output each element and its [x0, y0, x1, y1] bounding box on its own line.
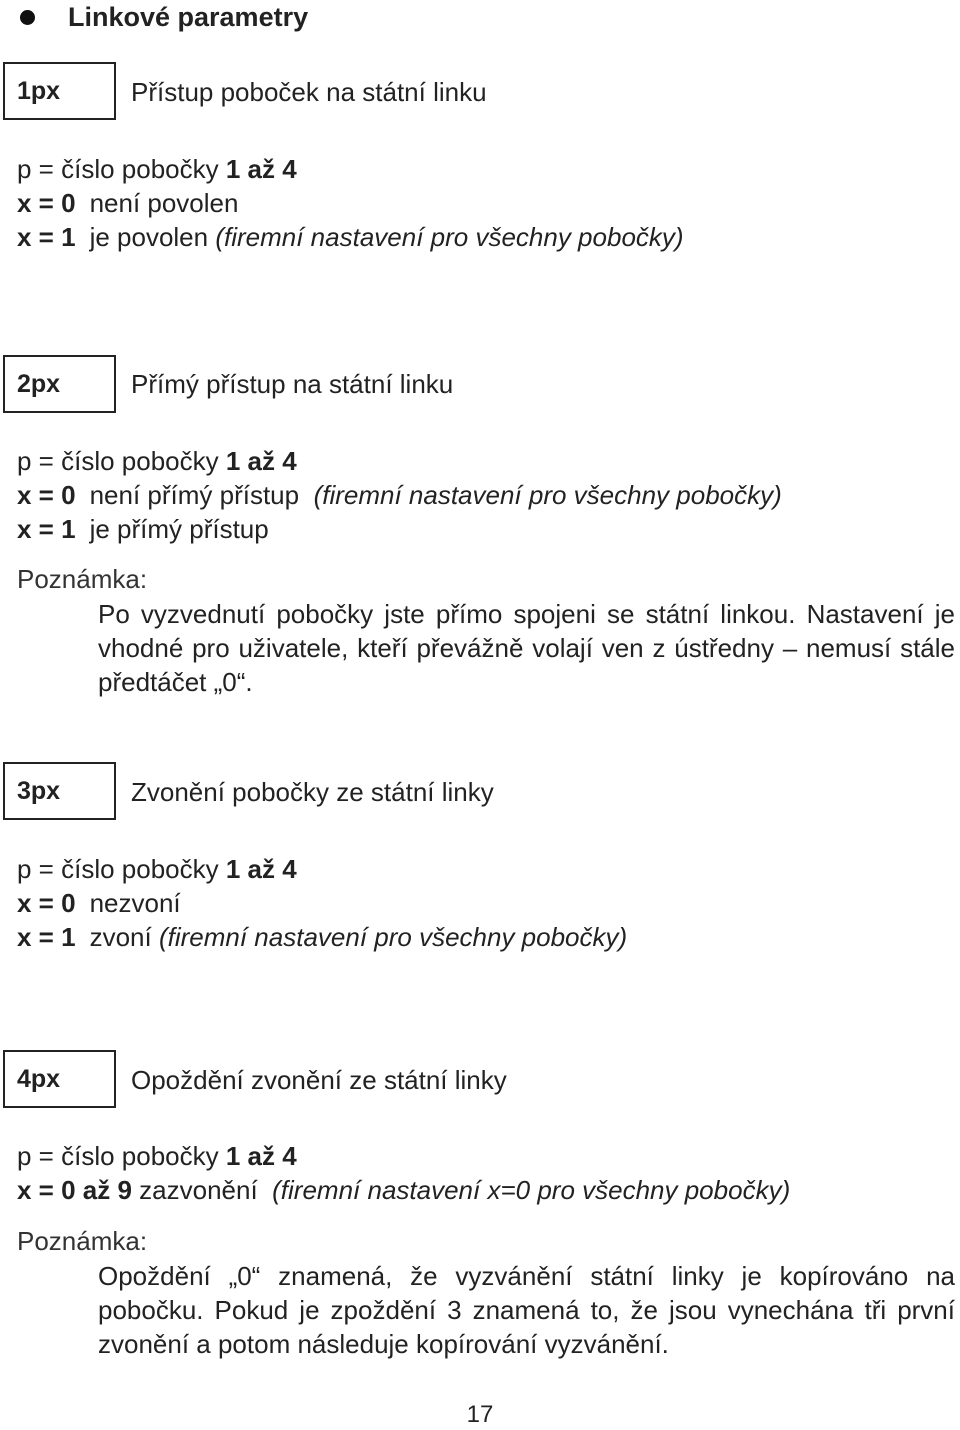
x1-note: (firemní nastavení pro všechny pobočky)	[215, 222, 684, 252]
p-range: 1 až 4	[225, 154, 297, 184]
x1-label: x = 1	[17, 222, 76, 252]
p-range: 1 až 4	[225, 1141, 297, 1171]
note-label-2px: Poznámka:	[17, 564, 148, 594]
x0-line-2px	[17, 478, 782, 512]
x1-label: x = 1	[17, 514, 76, 544]
p-range-line-1px	[17, 152, 297, 186]
p-range-line-3px	[17, 852, 297, 886]
param-title-2px: Přímý přístup na státní linku	[131, 369, 454, 399]
x0-note: (firemní nastavení x=0 pro všechny pobočky)	[272, 1175, 791, 1205]
param-title-1px: Přístup poboček na státní linku	[131, 77, 487, 107]
p-range-line-2px	[17, 444, 297, 478]
heading-text: Linkové parametry	[68, 2, 309, 32]
param-code-1px: 1px	[3, 62, 116, 120]
x0-label: x = 0	[17, 188, 76, 218]
p-range: 1 až 4	[225, 446, 297, 476]
note-text-4px: Opoždění „0“ znamená, že vyzvánění státní linky je kopírováno na pobočku. Pokud je zpoždění 3 znamená to, že jsou vynechána tři první zvonění a potom následuje kopírování vyzvánění.	[98, 1261, 955, 1359]
x0-line-4px	[17, 1173, 790, 1207]
x1-text: je přímý přístup	[89, 514, 269, 544]
p-label: p = číslo pobočky	[17, 854, 219, 884]
bullet-icon	[20, 10, 35, 25]
x0-label: x = 0	[17, 480, 76, 510]
note-text-2px: Po vyzvednutí pobočky jste přímo spojeni se státní linkou. Nastavení je vhodné pro uživatele, kteří převážně volají ven z ústředny – nemusí stále předtáčet „0“.	[98, 599, 955, 697]
x0-text: není přímý přístup	[89, 480, 300, 510]
x1-line-3px	[17, 920, 627, 954]
x0-note: (firemní nastavení pro všechny pobočky)	[313, 480, 782, 510]
x1-line-1px	[17, 220, 684, 254]
x0-line-1px	[17, 186, 238, 220]
x1-text: je povolen	[89, 222, 209, 252]
x0-text: zazvonění	[139, 1175, 258, 1205]
param-code-4px: 4px	[3, 1050, 116, 1108]
p-range: 1 až 4	[225, 854, 297, 884]
section-heading	[20, 0, 308, 34]
x0-text: nezvoní	[89, 888, 181, 918]
x0-label: x = 0 až 9	[17, 1175, 132, 1205]
x1-line-2px	[17, 512, 269, 546]
note-label-4px: Poznámka:	[17, 1226, 148, 1256]
x1-note: (firemní nastavení pro všechny pobočky)	[158, 922, 628, 952]
param-code-3px: 3px	[3, 762, 116, 820]
param-code-2px: 2px	[3, 355, 116, 413]
p-range-line-4px	[17, 1139, 297, 1173]
x1-label: x = 1	[17, 922, 76, 952]
p-label: p = číslo pobočky	[17, 154, 219, 184]
p-label: p = číslo pobočky	[17, 446, 219, 476]
x0-text: není povolen	[89, 188, 239, 218]
p-label: p = číslo pobočky	[17, 1141, 219, 1171]
param-title-3px: Zvonění pobočky ze státní linky	[131, 777, 494, 807]
param-title-4px: Opoždění zvonění ze státní linky	[131, 1065, 507, 1095]
x1-text: zvoní	[89, 922, 152, 952]
x0-label: x = 0	[17, 888, 76, 918]
page-number: 17	[466, 1401, 494, 1428]
x0-line-3px	[17, 886, 181, 920]
